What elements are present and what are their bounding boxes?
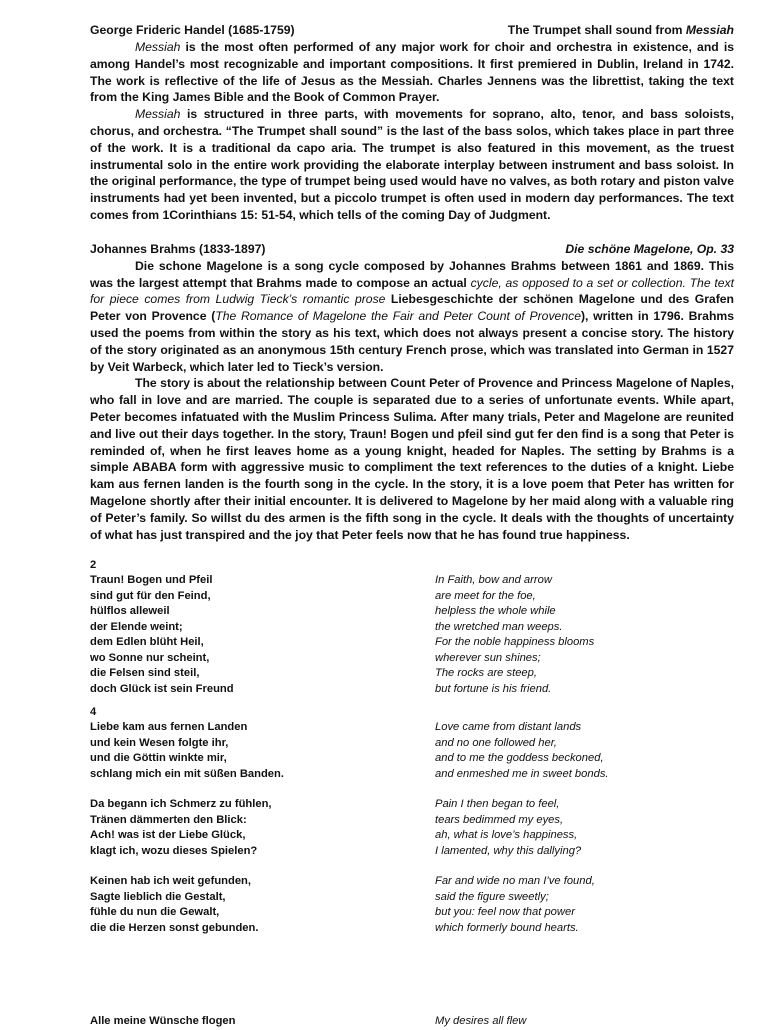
poem-line: which formerly bound hearts. bbox=[435, 921, 579, 934]
poem-line: Pain I then began to feel, bbox=[435, 798, 560, 810]
song-2-number: 2 bbox=[90, 559, 97, 571]
poem-line: Ach! was ist der Liebe Glück, bbox=[90, 829, 246, 841]
poem-line: said the figure sweetly; bbox=[435, 890, 549, 903]
poem-line: Keinen hab ich weit gefunden, bbox=[90, 875, 251, 887]
poem-line: ah, what is love’s happiness, bbox=[435, 829, 578, 841]
poem-line: Traun! Bogen und Pfeil bbox=[90, 574, 213, 586]
poem-line: doch Glück ist sein Freund bbox=[90, 682, 234, 695]
poem-line: are meet for the foe, bbox=[435, 589, 536, 602]
poem-line: sind gut für den Feind, bbox=[90, 589, 211, 602]
brahms-paragraph-2: The story is about the relationship between Count Peter of Provence and Princess Magelone of Naples, who fall in love and are married. The couple is separated due to a series of unfortunate events. While apart, Peter becomes infatuated with the Muslim Princess Sulima. After many trials, Peter and Magelone are reunited and live out their days together. In the story, Traun! Bogen und pfeil sind gut fer den find is a song that Peter is reminded of, when he first leaves home as a young knight, headed for Naples. The setting by Brahms is a simple ABABA form with aggressive music to compliment the text references to the duties of a knight. Liebe kam aus fernen landen is the fourth song in the cycle. In the story, it is a love poem that Peter has written for Magelone shortly after their initial encounter. It is delivered to Magelone by her maid along with a valuable ring of Peter’s family. So willst du des armen is the fifth song in the cycle. It deals with the thoughts of uncertainty of what has just transpired and the joy that Peter feels now that he has found true happiness. bbox=[90, 376, 734, 542]
handel-header bbox=[90, 22, 734, 39]
poem-line: Love came from distant lands bbox=[435, 721, 582, 733]
poem-line: fühle du nun die Gewalt, bbox=[90, 906, 220, 918]
poem-line: tears bedimmed my eyes, bbox=[435, 813, 564, 826]
poem-line: but fortune is his friend. bbox=[435, 682, 552, 695]
poem-line: and no one followed her, bbox=[435, 736, 557, 749]
song-4-german-stanza-3 bbox=[90, 874, 258, 936]
poem-line: I lamented, why this dallying? bbox=[435, 844, 582, 857]
poem-line: helpless the whole while bbox=[435, 605, 556, 617]
handel-paragraph-2: Messiah is structured in three parts, with movements for soprano, alto, tenor, and bass soloists, chorus, and orchestra. “The Trumpet shall sound” is the last of the bass solos, which takes place in part three of the work. It is a traditional da capo aria. The trumpet is also featured in this movement, as the truest instrumental solo in the entire work providing the elaborate interplay between instrument and bass soloist. In the original performance, the type of trumpet being used would have no valves, as both rotary and piston valve instruments had yet been invented, but a piccolo trumpet is often used in modern day performances. The text comes from 1Corinthians 15: 51-54, which tells of the coming Day of Judgment. bbox=[90, 107, 734, 222]
poem-line: wherever sun shines; bbox=[435, 651, 541, 664]
document-body bbox=[90, 22, 734, 543]
handel-work-title: The Trumpet shall sound from Messiah bbox=[507, 23, 734, 37]
song-4-english-stanza-1 bbox=[435, 720, 609, 782]
poem-line: In Faith, bow and arrow bbox=[435, 574, 552, 586]
song-4-english-stanza-4 bbox=[435, 1014, 526, 1030]
poem-line: the wretched man weeps. bbox=[435, 620, 563, 633]
handel-paragraph-1: Messiah is the most often performed of any major work for choir and orchestra in existence, and is among Handel’s most recognizable and important compositions. It first premiered in Dublin, Ireland in 1742. The work is reflective of the life of Jesus as the Messiah. Charles Jennens was the librettist, taking the text from the King James Bible and the Book of Common Prayer. bbox=[90, 40, 734, 105]
brahms-composer: Johannes Brahms (1833-1897) bbox=[90, 241, 266, 256]
poem-line: Far and wide no man I’ve found, bbox=[435, 875, 595, 887]
poem-line: For the noble happiness blooms bbox=[435, 636, 595, 648]
poem-line: die Felsen sind steil, bbox=[90, 667, 200, 679]
poem-line: dem Edlen blüht Heil, bbox=[90, 636, 204, 648]
poem-line: My desires all flew bbox=[435, 1015, 527, 1027]
handel-composer: George Frideric Handel (1685-1759) bbox=[90, 23, 295, 37]
poem-line: Da begann ich Schmerz zu fühlen, bbox=[90, 798, 272, 810]
poem-line: und die Göttin winkte mir, bbox=[90, 752, 227, 764]
poem-line: die die Herzen sonst gebunden. bbox=[90, 921, 259, 934]
poem-line: der Elende weint; bbox=[90, 620, 183, 633]
poem-line: but you: feel now that power bbox=[435, 906, 575, 918]
poem-line: hülflos alleweil bbox=[90, 605, 170, 617]
song-4-number: 4 bbox=[90, 706, 97, 718]
brahms-header bbox=[90, 241, 734, 258]
song-2-german bbox=[90, 573, 234, 697]
poem-line: Alle meine Wünsche flogen bbox=[90, 1015, 236, 1027]
poem-line: Sagte lieblich die Gestalt, bbox=[90, 890, 226, 903]
poem-line: Tränen dämmerten den Blick: bbox=[90, 813, 247, 826]
poem-line: klagt ich, wozu dieses Spielen? bbox=[90, 844, 258, 857]
song-2-english bbox=[435, 573, 594, 697]
song-4-english-stanza-2 bbox=[435, 797, 581, 859]
song-4-german-stanza-2 bbox=[90, 797, 272, 859]
poem-line: schlang mich ein mit süßen Banden. bbox=[90, 767, 284, 780]
song-4-german-stanza-4 bbox=[90, 1014, 235, 1030]
poem-line: und kein Wesen folgte ihr, bbox=[90, 736, 229, 749]
poem-line: wo Sonne nur scheint, bbox=[90, 651, 210, 664]
brahms-work-title: Die schöne Magelone, Op. 33 bbox=[565, 241, 734, 256]
brahms-paragraph-1: Die schone Magelone is a song cycle composed by Johannes Brahms between 1861 and 1869. This was the largest attempt that Brahms made to compose an actual cycle, as opposed to a set or collection. The text for piece comes from Ludwig Tieck’s romantic prose Liebesgeschichte der schönen Magelone und des Grafen Peter von Provence (The Romance of Magelone the Fair and Peter Count of Provence), written in 1796. Brahms used the poems from within the story as his text, which does not always present a concise story. The history of the story originated as an anonymous 15th century French prose, which was translated into German in 1527 by Veit Warbeck, which later led to Tieck’s version. bbox=[90, 258, 735, 374]
song-4-english-stanza-3 bbox=[435, 874, 595, 936]
poem-line: and to me the goddess beckoned, bbox=[435, 752, 604, 764]
poem-line: and enmeshed me in sweet bonds. bbox=[435, 767, 609, 780]
poem-line: The rocks are steep, bbox=[435, 667, 537, 679]
poem-line: Liebe kam aus fernen Landen bbox=[90, 721, 248, 733]
song-4-german-stanza-1 bbox=[90, 720, 284, 782]
